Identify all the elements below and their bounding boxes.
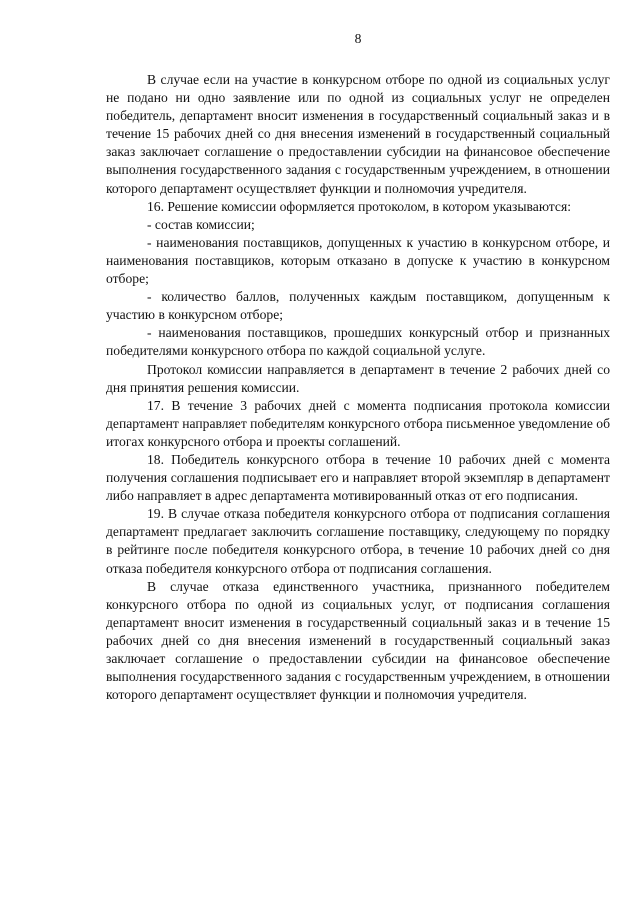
document-page: [106, 30, 610, 704]
paragraph-17-notification: 17. В течение 3 рабочих дней с момента подписания протокола комиссии департамент направляет победителям конкурсного отбора письменное уведомление об итогах конкурсного отбора и проекты соглашений.: [106, 397, 610, 449]
page-number: 8: [354, 31, 362, 46]
list-item-points-count: - количество баллов, полученных каждым поставщиком, допущенным к участию в конкурсном отборе;: [106, 289, 610, 323]
paragraph-18-signing: 18. Победитель конкурсного отбора в течение 10 рабочих дней с момента получения соглашения подписывает его и направляет второй экземпляр в департамент либо направляет в адрес департамента мотивированный отказ от его подписания.: [106, 451, 610, 504]
paragraph-protocol-sending: Протокол комиссии направляется в департамент в течение 2 рабочих дней со дня принятия решения комиссии.: [106, 361, 610, 395]
paragraph-no-applications: В случае если на участие в конкурсном отборе по одной из социальных услуг не подано ни одно заявление или по одной из социальных услуг не определен победитель, департамент вносит изменения в государственный социальный заказ и в течение 15 рабочих дней со дня внесения изменений в государственный социальный заказ заключает соглашение о предоставлении субсидии на финансовое обеспечение выполнения государственного задания с государственным учреждением, в отношении которого департамент осуществляет функции и полномочия учредителя.: [106, 72, 610, 196]
list-item-commission-composition: - состав комиссии;: [147, 216, 255, 232]
list-item-supplier-names: - наименования поставщиков, допущенных к участию в конкурсном отборе, и наименования поставщиков, которым отказано в допуске к участию в конкурсном отборе;: [106, 234, 610, 287]
list-item-winners: - наименования поставщиков, прошедших конкурсный отбор и признанных победителями конкурсного отбора по каждой социальной услуге.: [106, 325, 610, 359]
paragraph-19-refusal: 19. В случае отказа победителя конкурсного отбора от подписания соглашения департамент предлагает заключить соглашение поставщику, следующему по порядку в рейтинге после победителя конкурсного отбора, в течение 10 рабочих дней со дня отказа победителя конкурсного отбора от подписания соглашения.: [106, 506, 610, 576]
paragraph-single-participant-refusal: В случае отказа единственного участника, признанного победителем конкурсного отбора по одной из социальных услуг, от подписания соглашения департамент вносит изменения в государственный социальный заказ и в течение 15 рабочих дней со дня внесения изменений в государственный социальный заказ заключает соглашение о предоставлении субсидии на финансовое обеспечение выполнения государственного задания с государственным учреждением, в отношении которого департамент осуществляет функции и полномочия учредителя.: [106, 578, 610, 703]
paragraph-16-commission-decision: 16. Решение комиссии оформляется протоколом, в котором указываются:: [147, 198, 571, 214]
